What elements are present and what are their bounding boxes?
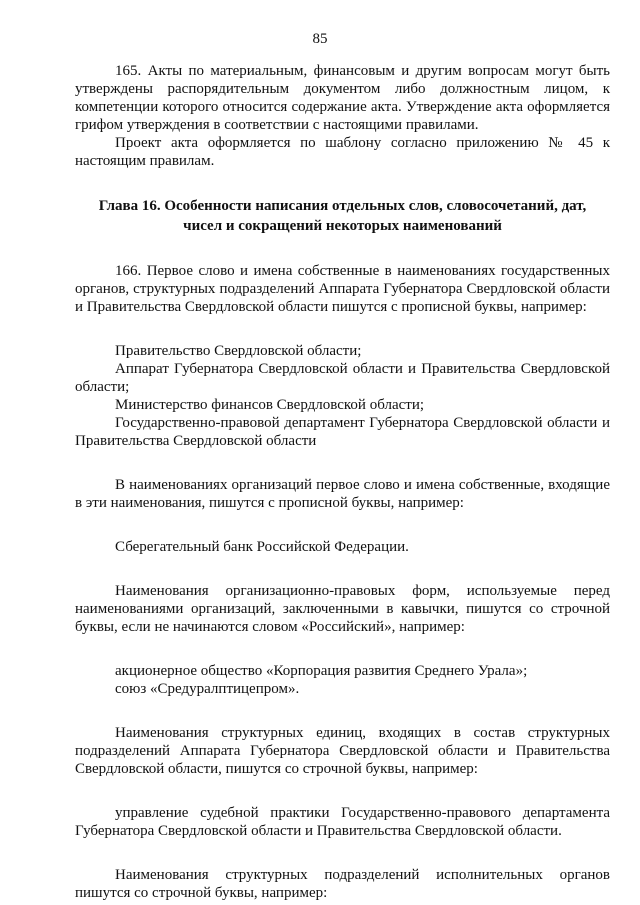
spacer <box>75 778 610 804</box>
spacer <box>75 698 610 724</box>
chapter-heading <box>75 196 610 236</box>
chapter-heading-line-1: Глава 16. Особенности написания отдельных слов, словосочетаний, дат, <box>98 198 587 214</box>
spacer <box>75 316 610 342</box>
paragraph-exec-bodies: Наименования структурных подразделений исполнительных органов пишутся со строчной буквы, например: <box>75 867 610 901</box>
example-item: Министерство финансов Свердловской области; <box>115 397 425 413</box>
spacer <box>75 450 610 476</box>
example-item: союз «Средуралптицепром». <box>115 681 300 697</box>
paragraph-legal-forms: Наименования организационно-правовых форм, используемые перед наименованиями организаций, заключенными в кавычки, пишутся со строчной буквы, если не начинаются словом «Российский», например: <box>75 583 610 635</box>
spacer <box>75 512 610 538</box>
example-item: Аппарат Губернатора Свердловской области и Правительства Свердловской области; <box>75 361 610 395</box>
example-department: управление судебной практики Государственно-правового департамента Губернатора Свердловской области и Правительства Свердловской области. <box>75 805 610 839</box>
spacer <box>75 556 610 582</box>
examples-list-2 <box>75 662 610 698</box>
paragraph-165: 165. Акты по материальным, финансовым и другим вопросам могут быть утверждены распорядительным документом либо должностным лицом, к компетенции которого относится содержание акта. Утверждение акта оформляется грифом утверждения в соответствии с настоящими правилами. <box>75 63 610 133</box>
document-body <box>75 62 610 902</box>
chapter-heading-line-2: чисел и сокращений некоторых наименований <box>183 218 502 234</box>
example-item: Правительство Свердловской области; <box>115 343 362 359</box>
page-number: 85 <box>312 31 328 47</box>
paragraph-165-template: Проект акта оформляется по шаблону согласно приложению № 45 к настоящим правилам. <box>75 135 610 169</box>
paragraph-166: 166. Первое слово и имена собственные в наименованиях государственных органов, структурных подразделений Аппарата Губернатора Свердловской области и Правительства Свердловской области пишутся с прописной буквы, например: <box>75 263 610 315</box>
spacer <box>75 636 610 662</box>
examples-list-1 <box>75 342 610 450</box>
spacer <box>75 840 610 866</box>
example-bank: Сберегательный банк Российской Федерации. <box>115 539 409 555</box>
paragraph-struct-units: Наименования структурных единиц, входящих в состав структурных подразделений Аппарата Губернатора Свердловской области и Правительства Свердловской области, пишутся со строчной буквы, например: <box>75 725 610 777</box>
example-item: акционерное общество «Корпорация развития Среднего Урала»; <box>115 663 528 679</box>
example-item: Государственно-правовой департамент Губернатора Свердловской области и Правительства Свердловской области <box>75 415 610 449</box>
paragraph-org-names: В наименованиях организаций первое слово и имена собственные, входящие в эти наименования, пишутся с прописной буквы, например: <box>75 477 610 511</box>
spacer <box>75 170 610 196</box>
spacer <box>75 236 610 262</box>
